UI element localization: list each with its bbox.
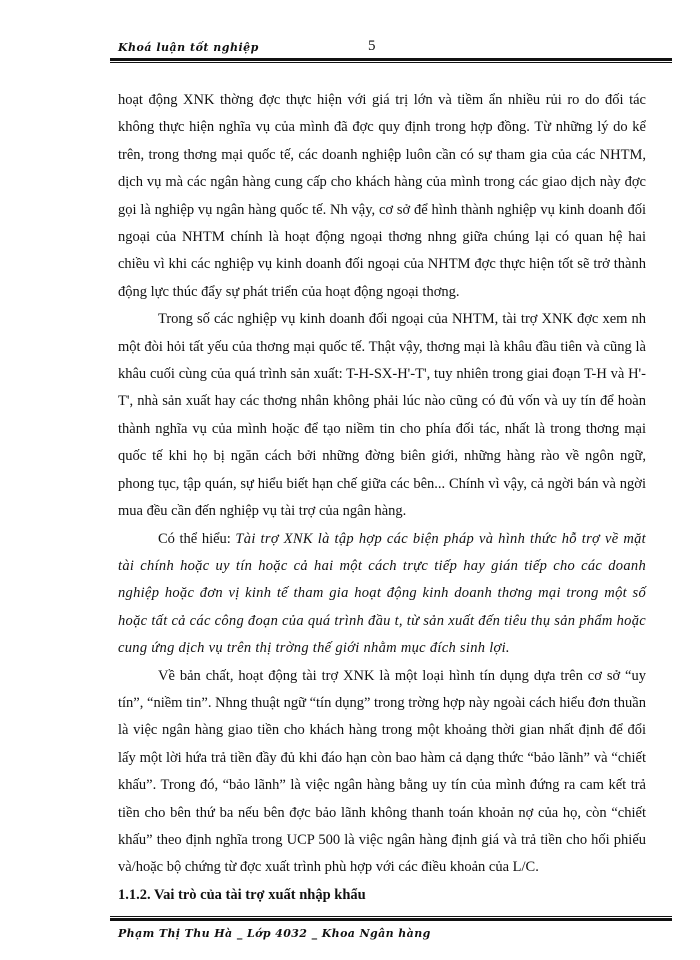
paragraph-3: Về bản chất, hoạt động tài trợ XNK là một loại hình tín dụng dựa trên cơ sở “uy tín”, “niềm tin”. Nhng thuật ngữ “tín dụng” trong trờng hợp này ngoài cách hiểu đơn thuần là việc ngân hàng giao tiền cho khách hàng trong một khoảng thời gian nhất định để đổi lấy một lời hứa trả tiền đầy đủ khi đáo hạn còn bao hàm cả dạng thức “bảo lãnh” và “chiết khấu”. Trong đó, “bảo lãnh” là việc ngân hàng bằng uy tín của mình đứng ra cam kết trả tiền cho bên thứ ba nếu bên đợc bảo lãnh không thanh toán khoản nợ của họ, còn “chiết khấu” theo định nghĩa trong UCP 500 là việc ngân hàng định giá và trả tiền cho hối phiếu và/hoặc bộ chứng từ đợc xuất trình phù hợp với các điều khoản của L/C. — [118, 667, 646, 876]
page-number: 5 — [368, 38, 376, 54]
definition-text: Tài trợ XNK là tập hợp các biện pháp và hình thức hỗ trợ về mặt tài chính hoặc uy tín hoặc cả hai một cách trực tiếp hay gián tiếp cho các doanh nghiệp hoặc đơn vị kinh tế tham gia hoạt động kinh doanh thơng mại trong một số hoặc tất cả các công đoạn của quá trình đầu t, từ sản xuất đến tiêu thụ sản phẩm hoặc cung ứng dịch vụ trên thị trờng thế giới nhằm mục đích sinh lợi. — [118, 530, 646, 657]
header-divider — [110, 58, 672, 63]
definition-lead: Có thể hiểu: — [158, 530, 236, 547]
footer-text: Phạm Thị Thu Hà _ Lớp 4032 _ Khoa Ngân hàng — [118, 927, 431, 940]
paragraph-2: Trong số các nghiệp vụ kinh doanh đối ngoại của NHTM, tài trợ XNK đợc xem nh một đòi hỏi tất yếu của thơng mại quốc tế. Thật vậy, thơng mại là khâu đầu tiên và cũng là khâu cuối cùng của quá trình sản xuất: T-H-SX-H'-T', tuy nhiên trong giai đoạn T-H và H'-T', nhà sản xuất hay các thơng nhân không phải lúc nào cũng có đủ vốn và uy tín để hoàn thành nghĩa vụ của mình hoặc để tạo niềm tin cho phía đối tác, nhất là trong thơng mại quốc tế khi họ bị ngăn cách bởi những đờng biên giới, những hàng rào về ngôn ngữ, phong tục, tập quán, sự hiểu biết hạn chế giữa các bên... Chính vì vậy, cả ngời bán và ngời mua đều cần đến nghiệp vụ tài trợ của ngân hàng. — [118, 311, 646, 520]
header-title: Khoá luận tốt nghiệp — [118, 41, 259, 54]
section-heading: 1.1.2. Vai trò của tài trợ xuất nhập khẩu — [118, 886, 366, 903]
paragraph-1: hoạt động XNK thờng đợc thực hiện với giá trị lớn và tiềm ẩn nhiều rủi ro do đối tác không thực hiện nghĩa vụ của mình đã đợc quy định trong hợp đồng. Từ những lý do kể trên, trong thơng mại quốc tế, các doanh nghiệp luôn cần có sự tham gia của các NHTM, dịch vụ mà các ngân hàng cung cấp cho khách hàng của mình trong các giao dịch này đợc gọi là nghiệp vụ ngân hàng quốc tế. Nh vậy, cơ sở để hình thành nghiệp vụ kinh doanh đối ngoại của NHTM chính là hoạt động ngoại thơng nhng giữa chúng lại có quan hệ hai chiều vì khi các nghiệp vụ kinh doanh đối ngoại của NHTM đợc thực hiện tốt sẽ trở thành động lực thúc đẩy sự phát triển của hoạt động ngoại thơng. — [118, 92, 646, 300]
definition-paragraph — [118, 526, 646, 663]
body-text — [118, 87, 646, 909]
footer-divider — [110, 916, 672, 921]
